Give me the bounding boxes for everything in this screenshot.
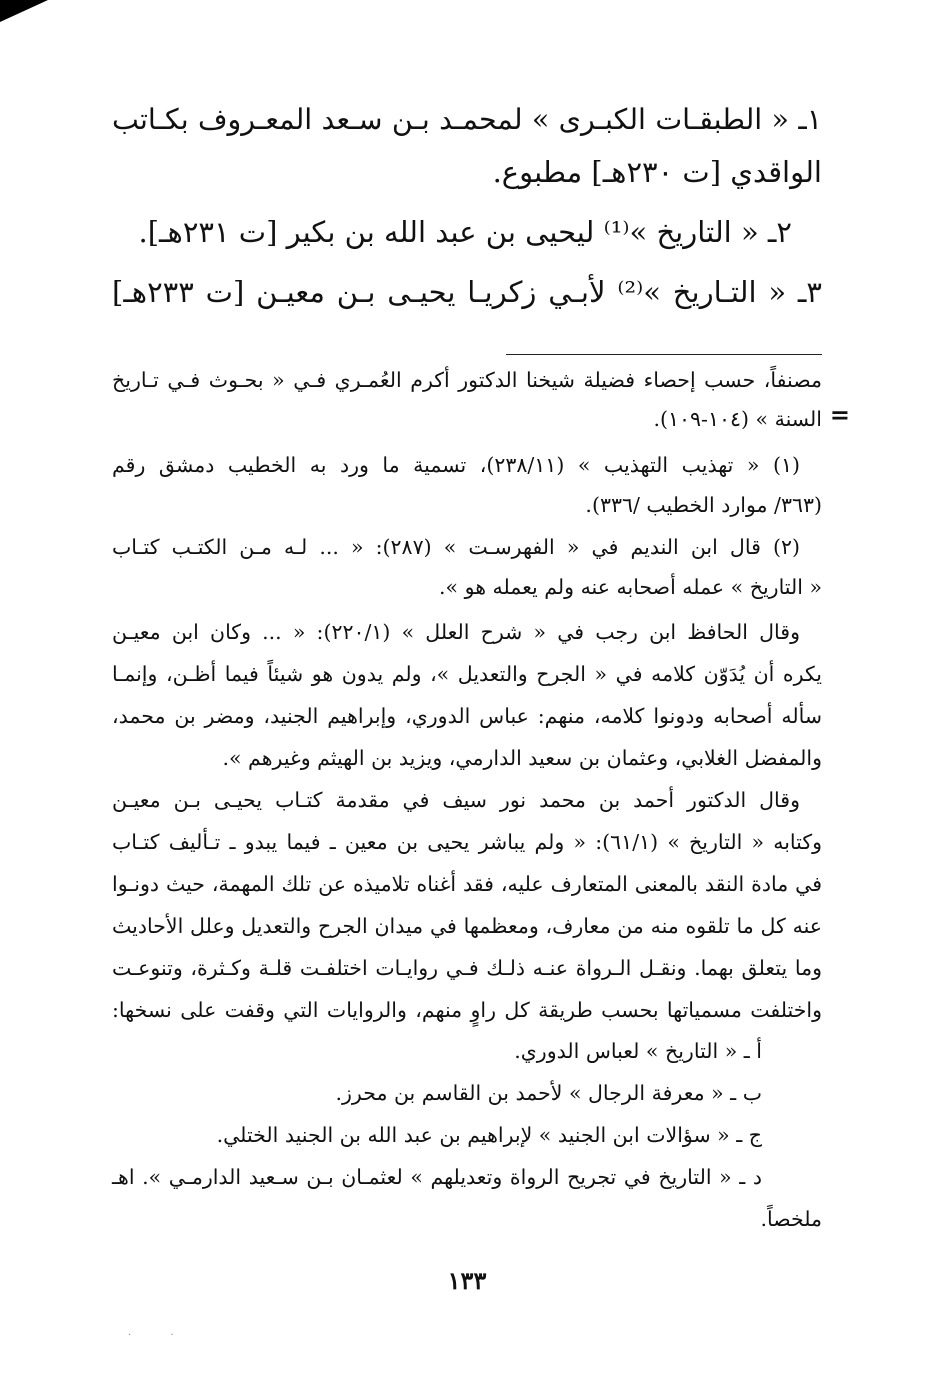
footnote-2-line: وقال الدكتور أحمد بن محمد نور سيف في مقدمة كتـاب يحيـى بـن معيـن: [112, 788, 800, 812]
footnote-1-line: (١) « تهذيب التهذيب » (٢٣٨/١١)، تسمية ما ورد به الخطيب دمشق رقم: [112, 453, 801, 477]
main-text-line-2: الواقدي [ت ٢٣٠هـ] مطبوع.: [492, 155, 822, 189]
footnote-2-line: يكره أن يُدَوّن كلامه في « الجرح والتعديل »، ولم يدون هو شيئاً فيما أظـن، وإنمـا: [112, 662, 822, 686]
footnote-line: ملخصاً.: [760, 1207, 822, 1231]
scan-specks: · ·: [128, 1330, 192, 1341]
footnote-list-item: ب ـ « معرفة الرجال » لأحمد بن القاسم بن محرز.: [335, 1081, 762, 1105]
footnote-2-line: في مادة النقد بالمعنى المتعارف عليه، فقد أغناه تلاميذه عن تلك المهمة، حيث دونـوا: [112, 872, 822, 896]
footnote-2-line: سأله أصحابه ودونوا كلامه، منهم: عباس الدوري، وإبراهيم الجنيد، ومضر بن محمد،: [112, 704, 822, 728]
footnote-2-line: عنه كل ما تلقوه منه من معارف، ومعظمها في ميدان الجرح والتعديل وعلل الأحاديث: [112, 914, 822, 938]
footnote-separator: [506, 354, 822, 355]
footnote-2-line: والمفضل الغلابي، وعثمان بن سعيد الدارمي، ويزيد بن الهيثم وغيرهم ».: [222, 746, 822, 770]
main-text-line-3: ٢ـ « التاريخ »⁽¹⁾ ليحيى بن عبد الله بن بكير [ت ٢٣١هـ].: [138, 215, 792, 249]
footnote-2-line: (٢) قال ابن النديم في « الفهرسـت » (٢٨٧): « ... لـه مـن الكتـب كتـاب: [112, 535, 800, 559]
footnote-2-line: وما يتعلق بهما. ونقـل الـرواة عنـه ذلـك فـي روايـات اختلفـت قلـة وكـثرة، وتنوعـت: [112, 956, 822, 980]
main-text-line-1: ١ـ « الطبقـات الكبـرى » لمحمـد بـن سـعد المعـروف بكـاتب: [112, 103, 822, 136]
footnote-2-line: « التاريخ » عمله أصحابه عنه ولم يعمله هو ».: [439, 575, 822, 599]
footnote-2-line: وقال الحافظ ابن رجب في « شرح العلل » (٢٢٠/١): « ... وكان ابن معيـن: [112, 620, 800, 644]
footnote-2-line: وكتابه « التاريخ » (٦١/١): « ولم يباشر يحيى بن معين ـ فيما يبدو ـ تـأليف كتـاب: [112, 830, 822, 854]
footnote-list-item: أ ـ « التاريخ » لعباس الدوري.: [514, 1039, 762, 1063]
footnote-line: السنة » (١٠٤-١٠٩).: [653, 407, 822, 431]
page-number: ١٣٣: [447, 1266, 487, 1295]
footnote-list-item: د ـ « التاريخ في تجريح الرواة وتعديلهم » لعثمـان بـن سـعيد الدارمـي ». اهـ: [112, 1165, 762, 1189]
footnote-2-line: واختلفت مسمياتها بحسب طريقة كل راوٍ منهم، والروايات التي وقفت على نسخها:: [112, 998, 822, 1022]
footnote-1-line: (٣٦٣/ موارد الخطيب /٣٣٦).: [585, 493, 822, 517]
page-corner-mark: [0, 0, 48, 22]
footnote-line: مصنفاً، حسب إحصاء فضيلة شيخنا الدكتور أكرم العُمـري فـي « بحـوث فـي تـاريخ: [112, 368, 822, 392]
footnote-list-item: ج ـ « سؤالات ابن الجنيد » لإبراهيم بن عبد الله بن الجنيد الختلي.: [216, 1123, 762, 1147]
main-text-line-4: ٣ـ « التـاريخ »⁽²⁾ لأبـي زكريـا يحيـى بـن معيـن [ت ٢٣٣هـ]: [112, 275, 822, 309]
